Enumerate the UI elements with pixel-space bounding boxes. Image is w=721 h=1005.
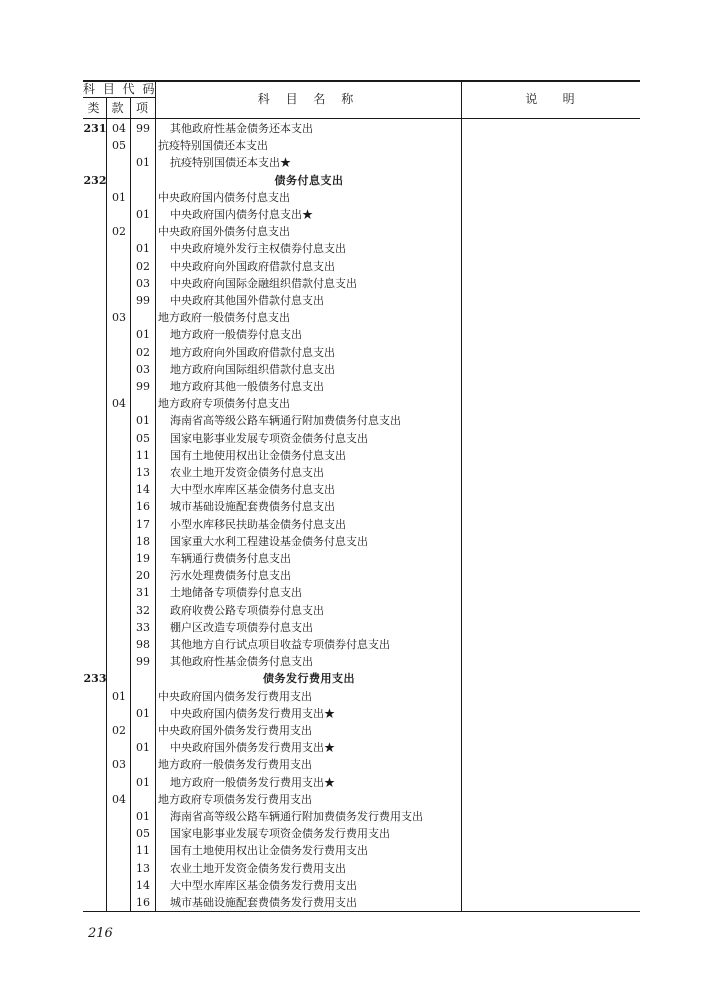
- table-row: [83, 464, 640, 481]
- subject-name: 城市基础设施配套费债务付息支出: [170, 500, 335, 514]
- code-xiang: 05: [136, 431, 150, 445]
- subject-name: 国家重大水利工程建设基金债务付息支出: [170, 534, 368, 548]
- subject-name: 土地储备专项债券付息支出: [170, 586, 302, 600]
- subject-name: 中央政府国内债务付息支出★: [170, 208, 313, 221]
- subject-name: 国家电影事业发展专项资金债务付息支出: [170, 431, 368, 445]
- subject-name: 国有土地使用权出让金债务发行费用支出: [170, 844, 368, 858]
- code-xiang: 01: [136, 208, 150, 221]
- table-row: [83, 154, 640, 171]
- table-row: [83, 584, 640, 601]
- table-row: [83, 602, 640, 619]
- subject-name: 农业土地开发资金债务付息支出: [170, 466, 324, 479]
- code-kuan: 03: [112, 311, 126, 325]
- code-xiang: 02: [136, 259, 150, 273]
- subject-name: 地方政府其他一般债务付息支出: [170, 380, 324, 393]
- code-xiang: 01: [136, 242, 150, 256]
- subject-name: 债务发行费用支出: [263, 672, 355, 686]
- code-xiang: 01: [136, 156, 150, 170]
- subject-name: 海南省高等级公路车辆通行附加费债务付息支出: [170, 414, 401, 428]
- code-xiang: 18: [136, 534, 150, 548]
- table-row: [83, 774, 640, 791]
- subject-name: 其他地方自行试点项目收益专项债券付息支出: [170, 638, 390, 651]
- subject-name: 中央政府国外债务发行费用支出★: [170, 741, 335, 755]
- subject-name: 地方政府一般债务发行费用支出★: [170, 775, 335, 789]
- table-row: [83, 653, 640, 670]
- subject-name: 车辆通行费债务付息支出: [170, 552, 291, 565]
- table-row: [83, 636, 640, 653]
- code-kuan: 01: [112, 689, 126, 703]
- subject-name: 大中型水库库区基金债务付息支出: [170, 483, 335, 497]
- table-row: [83, 550, 640, 567]
- code-kuan: 04: [112, 792, 126, 806]
- subject-name: 农业土地开发资金债务发行费用支出: [170, 861, 346, 875]
- table-row: [83, 619, 640, 636]
- code-kuan: 01: [112, 190, 126, 204]
- table-row: [83, 756, 640, 773]
- table-row: [83, 567, 640, 584]
- table-row: [83, 705, 640, 722]
- table-row: [83, 447, 640, 464]
- subject-name: 中央政府向外国政府借款付息支出: [170, 259, 335, 273]
- code-xiang: 14: [136, 483, 150, 497]
- subject-name: 地方政府向外国政府借款付息支出: [170, 345, 335, 359]
- subject-name: 大中型水库库区基金债务发行费用支出: [170, 878, 357, 892]
- table-row: [83, 498, 640, 515]
- subject-name: 中央政府国外债务付息支出: [158, 225, 290, 239]
- subject-name: 地方政府一般债务付息支出: [158, 311, 290, 325]
- code-kuan: 03: [112, 758, 126, 772]
- page-number: 216: [88, 926, 113, 941]
- code-xiang: 16: [136, 896, 150, 909]
- code-xiang: 31: [136, 586, 150, 600]
- code-xiang: 03: [136, 362, 150, 376]
- header-bottom-rule: [83, 118, 640, 119]
- code-xiang: 17: [136, 517, 150, 531]
- code-xiang: 33: [136, 620, 150, 634]
- subject-name: 国有土地使用权出让金债务付息支出: [170, 448, 346, 462]
- subject-name: 中央政府国内债务发行费用支出★: [170, 706, 335, 720]
- table-row: [83, 808, 640, 825]
- table-row: [83, 533, 640, 550]
- code-xiang: 99: [136, 380, 150, 393]
- table-row: [83, 894, 640, 911]
- subject-name: 地方政府一般债务发行费用支出: [158, 758, 312, 772]
- code-lei: 232: [83, 173, 107, 187]
- code-kuan: 04: [112, 397, 126, 411]
- table-row: [83, 378, 640, 395]
- code-xiang: 19: [136, 552, 150, 565]
- code-xiang: 01: [136, 328, 150, 342]
- table-row: [83, 240, 640, 257]
- table-row: [83, 326, 640, 343]
- header-desc-label: 说 明: [525, 92, 577, 106]
- table-row: [83, 825, 640, 842]
- subject-name: 地方政府向国际组织借款付息支出: [170, 362, 335, 376]
- subject-name: 地方政府专项债务付息支出: [158, 397, 290, 411]
- code-xiang: 32: [136, 603, 150, 617]
- subject-name: 海南省高等级公路车辆通行附加费债务发行费用支出: [170, 810, 423, 823]
- subject-name: 债务付息支出: [274, 173, 344, 187]
- table-row: [83, 206, 640, 223]
- table-row: [83, 395, 640, 412]
- code-xiang: 99: [136, 122, 150, 135]
- header-xiang-label: 项: [135, 101, 150, 115]
- header-lei-label: 类: [87, 101, 102, 115]
- table-top-rule: [83, 80, 640, 82]
- code-xiang: 11: [136, 844, 150, 858]
- subject-name: 中央政府国外债务发行费用支出: [158, 724, 312, 737]
- table-row: [83, 120, 640, 137]
- table-row: [83, 258, 640, 275]
- code-xiang: 99: [136, 655, 150, 669]
- code-xiang: 20: [136, 569, 150, 583]
- code-xiang: 13: [136, 861, 150, 875]
- code-xiang: 01: [136, 706, 150, 720]
- header-code-label: 科 目 代 码: [83, 82, 157, 96]
- table-row: [83, 309, 640, 326]
- code-kuan: 02: [112, 225, 126, 239]
- code-kuan: 02: [112, 724, 126, 737]
- subject-name: 抗疫特别国债还本支出★: [170, 156, 291, 170]
- table-row: [83, 430, 640, 447]
- code-xiang: 99: [136, 294, 150, 307]
- subject-name: 其他政府性基金债务付息支出: [170, 655, 313, 669]
- table-row: [83, 275, 640, 292]
- code-xiang: 03: [136, 276, 150, 290]
- code-xiang: 98: [136, 638, 150, 651]
- code-xiang: 05: [136, 827, 150, 841]
- subject-name: 地方政府专项债务发行费用支出: [158, 792, 312, 806]
- table-row: [83, 722, 640, 739]
- table-row: [83, 481, 640, 498]
- table-row: [83, 412, 640, 429]
- code-kuan: 04: [112, 122, 126, 135]
- code-lei: 231: [83, 122, 107, 135]
- subject-name: 污水处理费债务付息支出: [170, 569, 291, 583]
- code-kuan: 05: [112, 139, 126, 153]
- table-row: [83, 739, 640, 756]
- subject-name: 棚户区改造专项债券付息支出: [170, 620, 313, 634]
- code-xiang: 01: [136, 414, 150, 428]
- subject-name: 城市基础设施配套费债务发行费用支出: [170, 896, 357, 909]
- subject-name: 抗疫特别国债还本支出: [158, 139, 268, 153]
- table-row: [83, 189, 640, 206]
- table-row: [83, 344, 640, 361]
- table-row: [83, 172, 640, 189]
- subject-name: 其他政府性基金债务还本支出: [170, 122, 313, 135]
- table-row: [83, 516, 640, 533]
- subject-name: 国家电影事业发展专项资金债务发行费用支出: [170, 827, 390, 841]
- code-xiang: 11: [136, 448, 150, 462]
- code-xiang: 01: [136, 741, 150, 755]
- header-name-label: 科 目 名 称: [257, 92, 360, 106]
- code-xiang: 02: [136, 345, 150, 359]
- table-row: [83, 688, 640, 705]
- code-xiang: 16: [136, 500, 150, 514]
- table-row: [83, 670, 640, 687]
- subject-name: 中央政府国内债务付息支出: [158, 190, 290, 204]
- table-row: [83, 791, 640, 808]
- subject-name: 中央政府向国际金融组织借款付息支出: [170, 276, 357, 290]
- table-row: [83, 137, 640, 154]
- subject-name: 中央政府国内债务发行费用支出: [158, 689, 312, 703]
- code-xiang: 14: [136, 878, 150, 892]
- code-xiang: 13: [136, 466, 150, 479]
- table-row: [83, 361, 640, 378]
- code-xiang: 01: [136, 810, 150, 823]
- subject-name: 地方政府一般债券付息支出: [170, 328, 302, 342]
- header-code-divider: [83, 97, 156, 98]
- table-row: [83, 842, 640, 859]
- table-row: [83, 292, 640, 309]
- subject-name: 小型水库移民扶助基金债务付息支出: [170, 517, 346, 531]
- header-kuan-label: 款: [111, 101, 126, 115]
- table-row: [83, 860, 640, 877]
- subject-name: 政府收费公路专项债券付息支出: [170, 603, 324, 617]
- table-row: [83, 223, 640, 240]
- table-row: [83, 877, 640, 894]
- subject-name: 中央政府境外发行主权债券付息支出: [170, 242, 346, 256]
- code-lei: 233: [83, 672, 107, 686]
- code-xiang: 01: [136, 775, 150, 789]
- subject-name: 中央政府其他国外借款付息支出: [170, 294, 324, 307]
